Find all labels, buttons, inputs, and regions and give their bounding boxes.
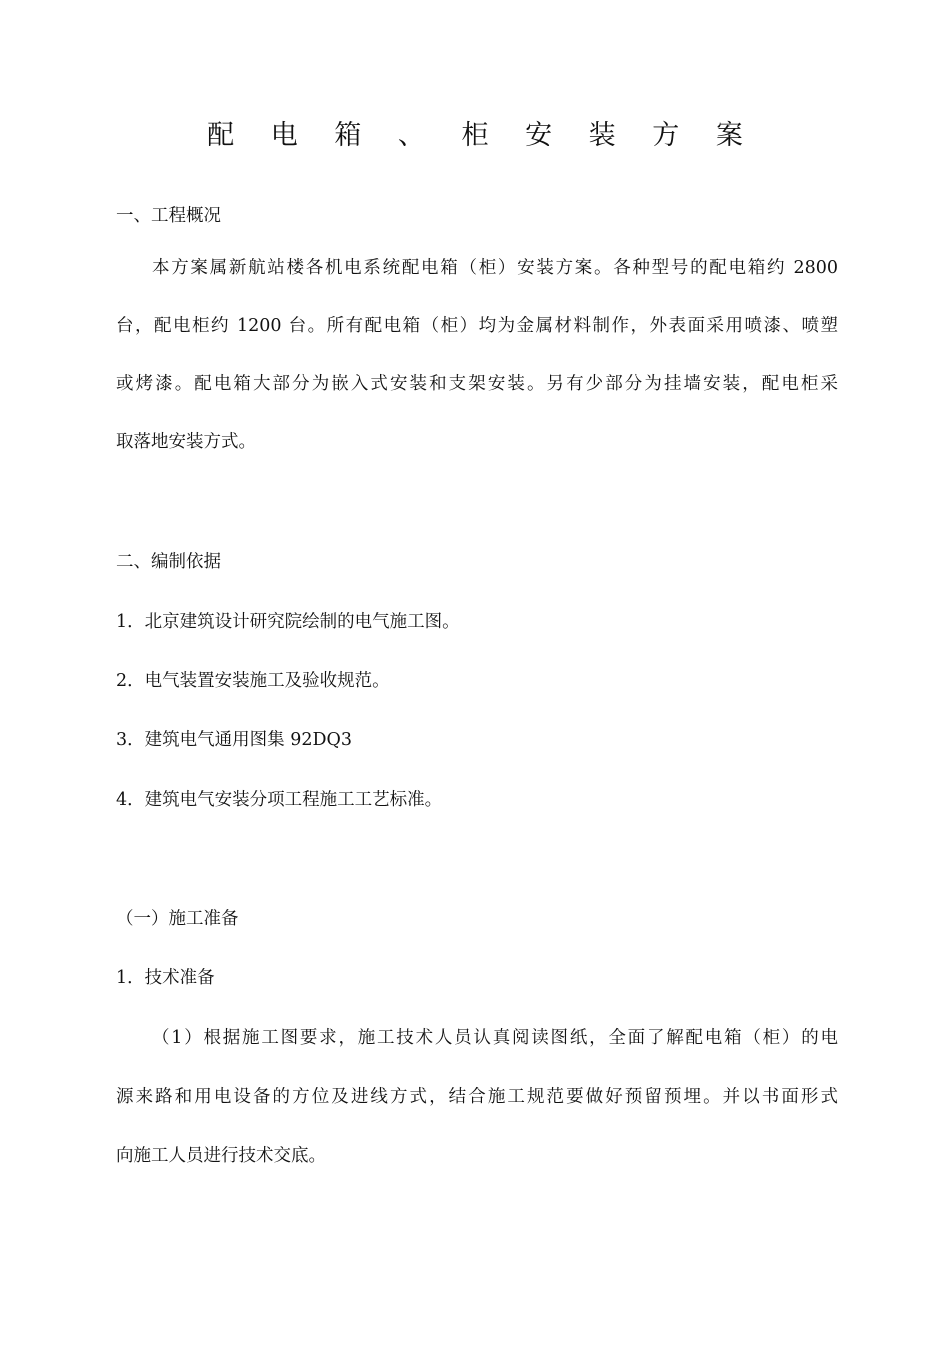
paragraph-line: 本方案属新航站楼各机电系统配电箱（柜）安装方案。各种型号的配电箱约 2800 [152, 258, 838, 278]
list-item: 1．北京建筑设计研究院绘制的电气施工图。 [116, 612, 460, 632]
section-heading-basis: 二、编制依据 [116, 552, 221, 572]
paragraph-line: 源来路和用电设备的方位及进线方式，结合施工规范要做好预留预埋。并以书面形式 [116, 1087, 838, 1107]
paragraph-line: （1）根据施工图要求，施工技术人员认真阅读图纸，全面了解配电箱（柜）的电 [152, 1028, 838, 1048]
list-item: 4．建筑电气安装分项工程施工工艺标准。 [116, 790, 443, 810]
paragraph-line: 向施工人员进行技术交底。 [116, 1146, 326, 1166]
list-item: 2．电气装置安装施工及验收规范。 [116, 671, 390, 691]
paragraph-line: 或烤漆。配电箱大部分为嵌入式安装和支架安装。另有少部分为挂墙安装，配电柜采 [116, 374, 838, 394]
section-heading-overview: 一、工程概况 [116, 206, 221, 226]
list-item: 3．建筑电气通用图集 92DQ3 [116, 730, 352, 750]
section-heading-preparation: （一）施工准备 [116, 909, 239, 929]
document-title: 配 电 箱 、 柜 安 装 方 案 [207, 120, 757, 151]
subheading-technical-preparation: 1．技术准备 [116, 968, 215, 988]
paragraph-line: 取落地安装方式。 [116, 432, 256, 452]
paragraph-line: 台，配电柜约 1200 台。所有配电箱（柜）均为金属材料制作，外表面采用喷漆、喷塑 [116, 316, 838, 336]
